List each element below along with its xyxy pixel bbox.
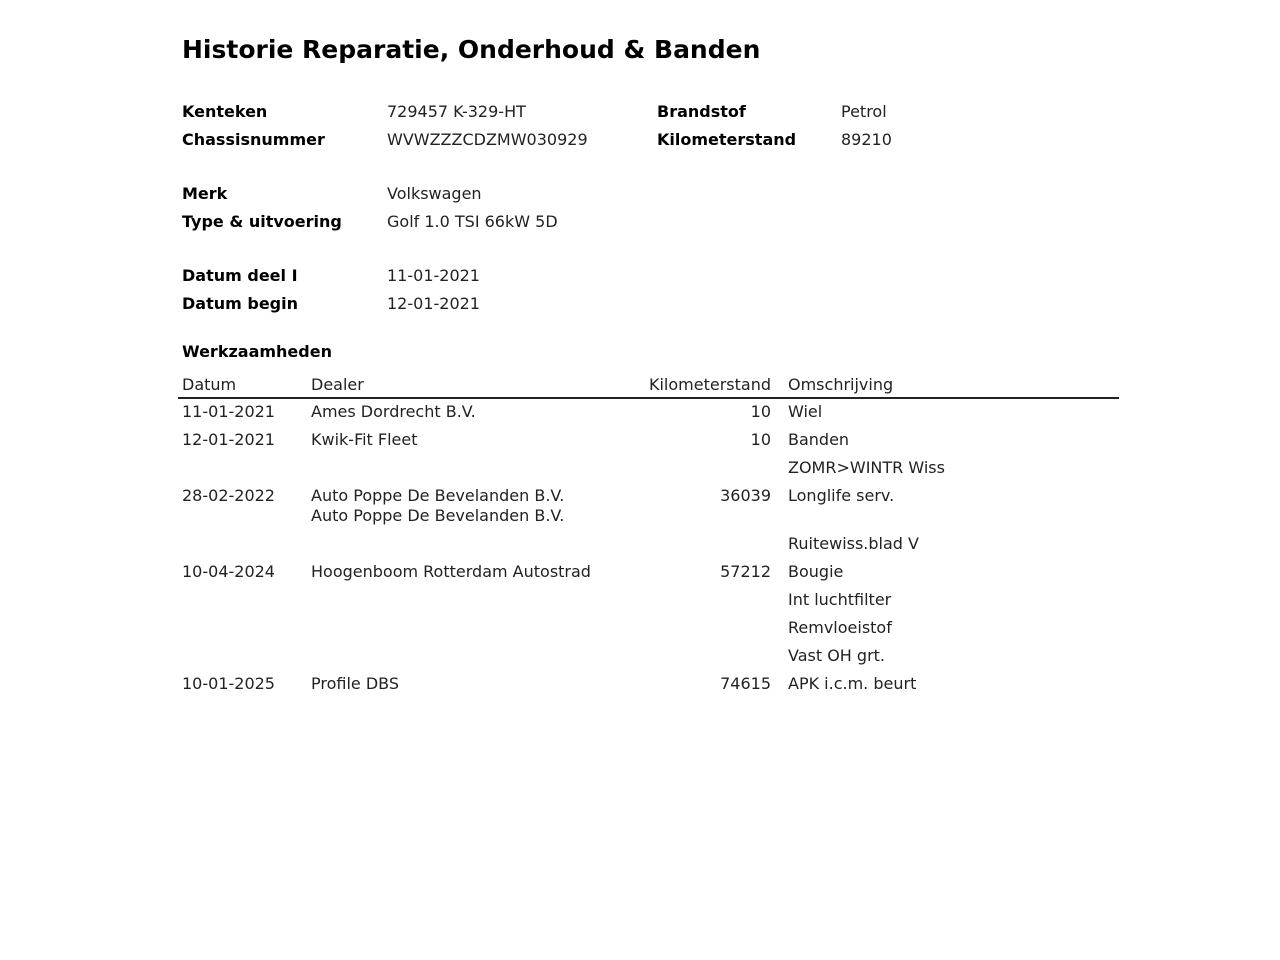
brandstof-value: Petrol — [841, 102, 887, 121]
cell-kilometerstand: 74615 — [720, 674, 771, 693]
cell-omschrijving: Banden — [788, 430, 850, 449]
dealer-name: Kwik-Fit Fleet — [311, 430, 418, 449]
werkzaamheden-heading: Werkzaamheden — [182, 342, 332, 361]
cell-omschrijving: Longlife serv. — [788, 486, 895, 505]
table-row — [178, 562, 1119, 590]
dealer-name: Auto Poppe De Bevelanden B.V. — [311, 486, 565, 505]
cell-omschrijving: Vast OH grt. — [788, 646, 886, 665]
cell-kilometerstand: 57212 — [720, 562, 771, 581]
datum-begin-value: 12-01-2021 — [387, 294, 480, 313]
cell-dealer — [311, 430, 418, 450]
brandstof-label: Brandstof — [657, 102, 746, 121]
table-header — [178, 374, 1119, 399]
page-title: Historie Reparatie, Onderhoud & Banden — [182, 35, 761, 64]
cell-datum: 12-01-2021 — [182, 430, 275, 449]
cell-kilometerstand: 36039 — [720, 486, 771, 505]
cell-omschrijving: Int luchtfilter — [788, 590, 892, 609]
cell-datum: 28-02-2022 — [182, 486, 275, 505]
table-row — [178, 618, 1119, 646]
column-header-kilometerstand: Kilometerstand — [648, 375, 771, 394]
column-header-omschrijving: Omschrijving — [788, 375, 894, 394]
table-row — [178, 402, 1119, 430]
cell-dealer — [311, 486, 564, 526]
cell-omschrijving: Bougie — [788, 562, 844, 581]
cell-datum: 10-01-2025 — [182, 674, 275, 693]
kilometerstand-label: Kilometerstand — [657, 130, 797, 149]
cell-kilometerstand: 10 — [750, 430, 771, 449]
datum-deel-label: Datum deel I — [182, 266, 298, 285]
cell-omschrijving: Wiel — [788, 402, 823, 421]
cell-omschrijving: APK i.c.m. beurt — [788, 674, 917, 693]
table-row — [178, 458, 1119, 486]
table-body — [178, 399, 1119, 702]
table-row — [178, 590, 1119, 618]
dealer-name: Auto Poppe De Bevelanden B.V. — [311, 506, 565, 525]
chassisnummer-label: Chassisnummer — [182, 130, 325, 149]
type-uitvoering-label: Type & uitvoering — [182, 212, 342, 231]
cell-dealer — [311, 674, 399, 694]
table-row — [178, 646, 1119, 674]
kenteken-value: 729457 K-329-HT — [387, 102, 526, 121]
werkzaamheden-table — [178, 374, 1119, 702]
table-row — [178, 534, 1119, 562]
cell-omschrijving: ZOMR>WINTR Wiss — [788, 458, 945, 477]
table-row — [178, 430, 1119, 458]
kilometerstand-value: 89210 — [841, 130, 892, 149]
column-header-dealer: Dealer — [311, 375, 364, 394]
column-header-datum: Datum — [182, 375, 237, 394]
dealer-name: Profile DBS — [311, 674, 400, 693]
chassisnummer-value: WVWZZZCDZMW030929 — [387, 130, 588, 149]
cell-kilometerstand: 10 — [750, 402, 771, 421]
kenteken-label: Kenteken — [182, 102, 268, 121]
type-uitvoering-value: Golf 1.0 TSI 66kW 5D — [387, 212, 558, 231]
cell-dealer — [311, 402, 476, 422]
cell-omschrijving: Remvloeistof — [788, 618, 892, 637]
cell-dealer — [311, 562, 591, 582]
datum-deel-value: 11-01-2021 — [387, 266, 480, 285]
dealer-name: Hoogenboom Rotterdam Autostrad — [311, 562, 591, 581]
table-row — [178, 486, 1119, 534]
merk-value: Volkswagen — [387, 184, 482, 203]
datum-begin-label: Datum begin — [182, 294, 298, 313]
table-row — [178, 674, 1119, 702]
merk-label: Merk — [182, 184, 228, 203]
dealer-name: Ames Dordrecht B.V. — [311, 402, 476, 421]
cell-omschrijving: Ruitewiss.blad V — [788, 534, 919, 553]
cell-datum: 11-01-2021 — [182, 402, 275, 421]
cell-datum: 10-04-2024 — [182, 562, 275, 581]
